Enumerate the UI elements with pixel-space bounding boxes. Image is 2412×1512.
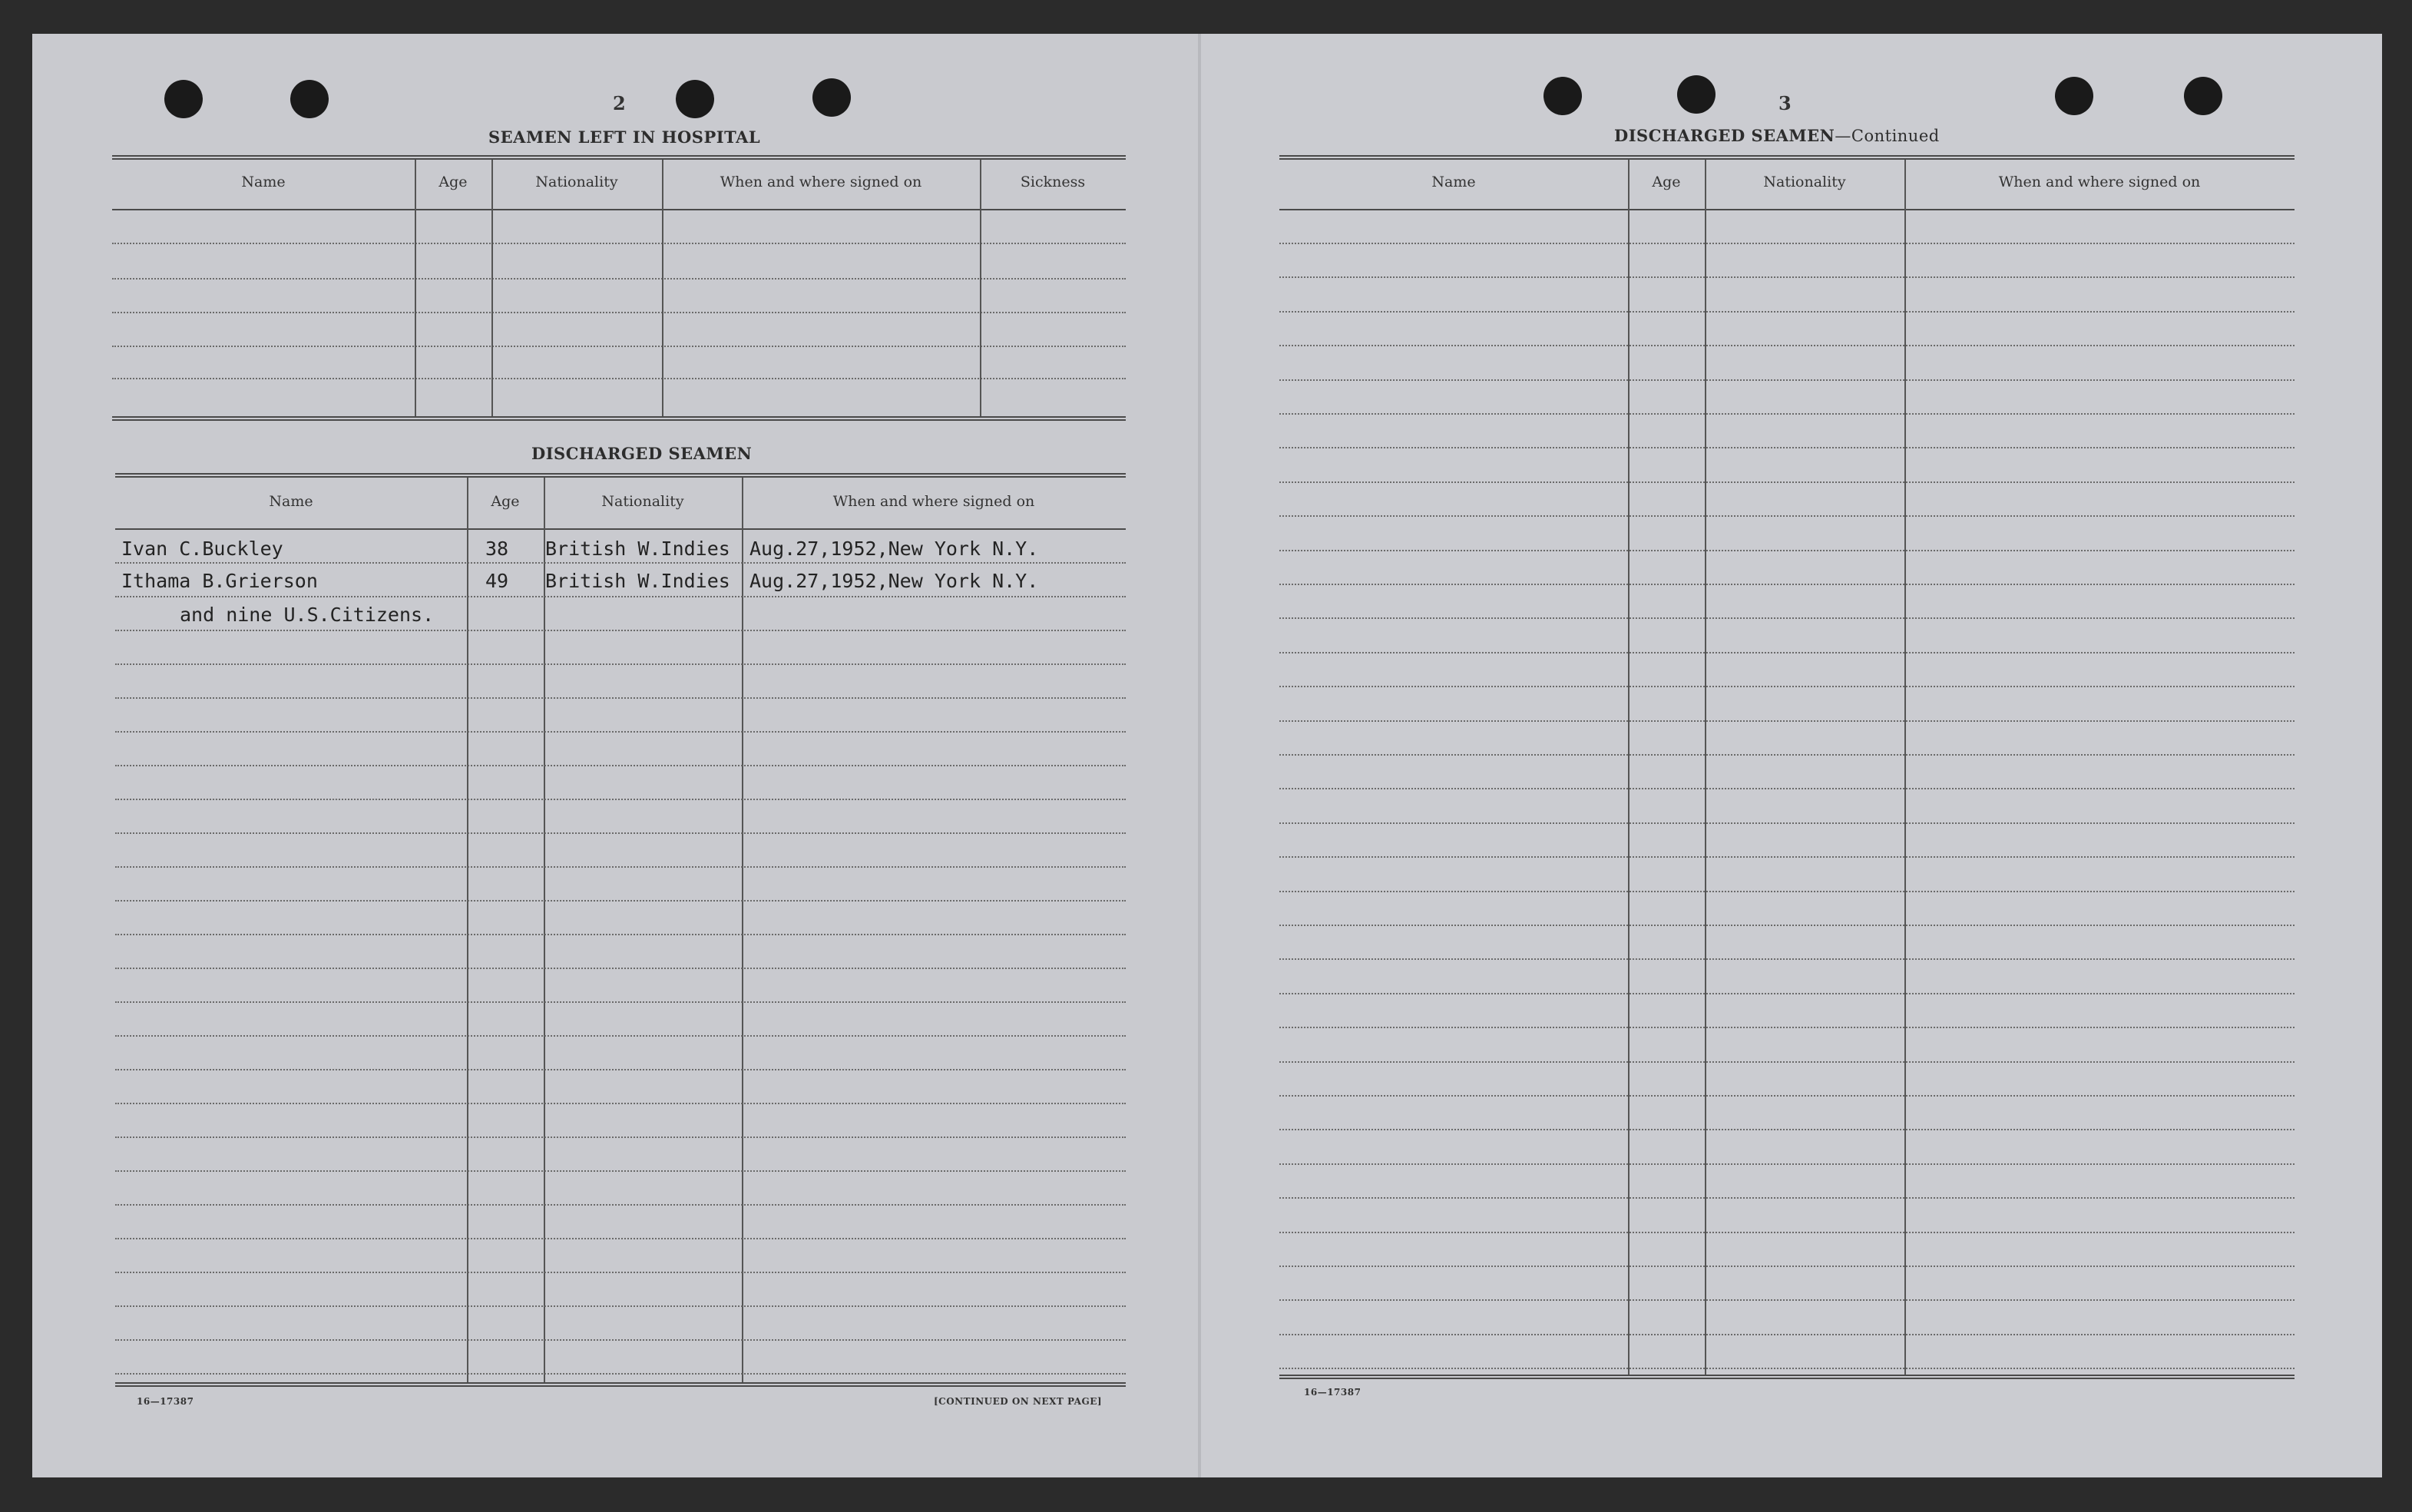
ruling-line (1279, 1368, 2295, 1369)
column-header-name: Name (241, 174, 286, 190)
ruling-line (1279, 617, 2295, 619)
ruling-line (1279, 1095, 2295, 1097)
ruling-line (1279, 1266, 2295, 1267)
ruling-line (115, 1238, 1126, 1239)
ruling-line (1279, 345, 2295, 346)
seaman-nationality: British W.Indies (545, 538, 730, 560)
ruling-line (115, 832, 1126, 834)
ruling-line (115, 562, 1126, 564)
punch-hole (290, 80, 329, 118)
seaman-age: 49 (485, 570, 509, 592)
ruling-line (115, 1204, 1126, 1206)
ruling-line (1279, 754, 2295, 756)
ruling-line (115, 799, 1126, 800)
ruling-line (1279, 1061, 2295, 1063)
column-header-name: Name (1431, 174, 1476, 190)
ruling-line (115, 697, 1126, 699)
ruling-line (115, 663, 1126, 665)
ruling-line (1279, 891, 2295, 892)
ruling-line (115, 765, 1126, 766)
citizens-note: and nine U.S.Citizens. (180, 604, 435, 626)
column-header-signed-on: When and where signed on (720, 174, 922, 190)
ruling-line (1279, 686, 2295, 687)
ruling-line (1279, 276, 2295, 278)
ruling-line (115, 866, 1126, 868)
page-number: 3 (1778, 92, 1792, 114)
ruling-line (115, 968, 1126, 969)
ruling-line (1279, 550, 2295, 551)
punch-hole (2184, 77, 2222, 115)
column-header-sickness: Sickness (1020, 174, 1086, 190)
ruling-line (1279, 1027, 2295, 1028)
discharged-table (115, 473, 1126, 1390)
ruling-line (115, 596, 1126, 597)
ruling-line (1279, 1334, 2295, 1335)
ruling-line (115, 1272, 1126, 1273)
seaman-name: Ithama B.Grierson (121, 570, 318, 592)
column-header-name: Name (269, 493, 313, 510)
ruling-line (1279, 822, 2295, 824)
ruling-line (115, 1170, 1126, 1172)
ruling-line (1279, 481, 2295, 483)
form-code: 16—17387 (137, 1396, 194, 1407)
ruling-line (1279, 243, 2295, 244)
ruling-line (1279, 1129, 2295, 1130)
ruling-line (1279, 584, 2295, 585)
column-header-signed-on: When and where signed on (1998, 174, 2201, 190)
ruling-line (1279, 379, 2295, 381)
ruling-line (1279, 788, 2295, 789)
column-header-age: Age (1652, 174, 1681, 190)
ruling-line (1279, 720, 2295, 722)
ruling-line (1279, 1197, 2295, 1199)
column-header-age: Age (438, 174, 468, 190)
ruling-line (115, 1001, 1126, 1003)
column-header-age: Age (491, 493, 520, 510)
ruling-line (1279, 515, 2295, 517)
seaman-signed-on: Aug.27,1952,New York N.Y. (749, 570, 1039, 592)
column-header-nationality: Nationality (601, 493, 684, 510)
column-header-nationality: Nationality (535, 174, 618, 190)
ruling-line (1279, 447, 2295, 448)
column-header-signed-on: When and where signed on (832, 493, 1035, 510)
punch-hole (164, 80, 203, 118)
ruling-line (115, 1136, 1126, 1138)
ruling-line (1279, 413, 2295, 415)
seaman-name: Ivan C.Buckley (121, 538, 283, 560)
punch-hole (812, 78, 851, 117)
ruling-line (115, 1305, 1126, 1307)
punch-hole (1677, 75, 1716, 114)
seaman-age: 38 (485, 538, 509, 560)
ruling-line (1279, 1163, 2295, 1165)
punch-hole (676, 80, 714, 118)
ruling-line (115, 1069, 1126, 1070)
title-main: DISCHARGED SEAMEN (1614, 126, 1835, 145)
discharged-continued-title (1614, 126, 1940, 145)
ruling-line (115, 1035, 1126, 1037)
discharged-continued-table (1279, 155, 2295, 1382)
title-continued: —Continued (1835, 127, 1940, 145)
ruling-line (1279, 1232, 2295, 1233)
page-number: 2 (613, 92, 626, 114)
ruling-line (1279, 1299, 2295, 1301)
ruling-line (1279, 856, 2295, 858)
ruling-line (115, 1373, 1126, 1375)
hospital-section-title: SEAMEN LEFT IN HOSPITAL (488, 127, 761, 147)
ruling-line (115, 1103, 1126, 1104)
ruling-line (115, 630, 1126, 631)
ruling-line (115, 1339, 1126, 1341)
ruling-line (1279, 311, 2295, 313)
ruling-line (1279, 652, 2295, 653)
ruling-line (115, 900, 1126, 902)
ruling-line (115, 934, 1126, 935)
seaman-nationality: British W.Indies (545, 570, 730, 592)
ruling-line (1279, 925, 2295, 926)
hospital-table (112, 155, 1126, 424)
column-header-nationality: Nationality (1763, 174, 1846, 190)
continued-note: [CONTINUED ON NEXT PAGE] (934, 1396, 1103, 1407)
ruling-line (1279, 993, 2295, 994)
ruling-line (115, 731, 1126, 733)
form-code: 16—17387 (1304, 1387, 1362, 1398)
punch-hole (1543, 77, 1582, 115)
punch-hole (2055, 77, 2093, 115)
ruling-line (1279, 958, 2295, 960)
seaman-signed-on: Aug.27,1952,New York N.Y. (749, 538, 1039, 560)
page-fold (1198, 34, 1201, 1477)
discharged-section-title: DISCHARGED SEAMEN (531, 444, 753, 463)
